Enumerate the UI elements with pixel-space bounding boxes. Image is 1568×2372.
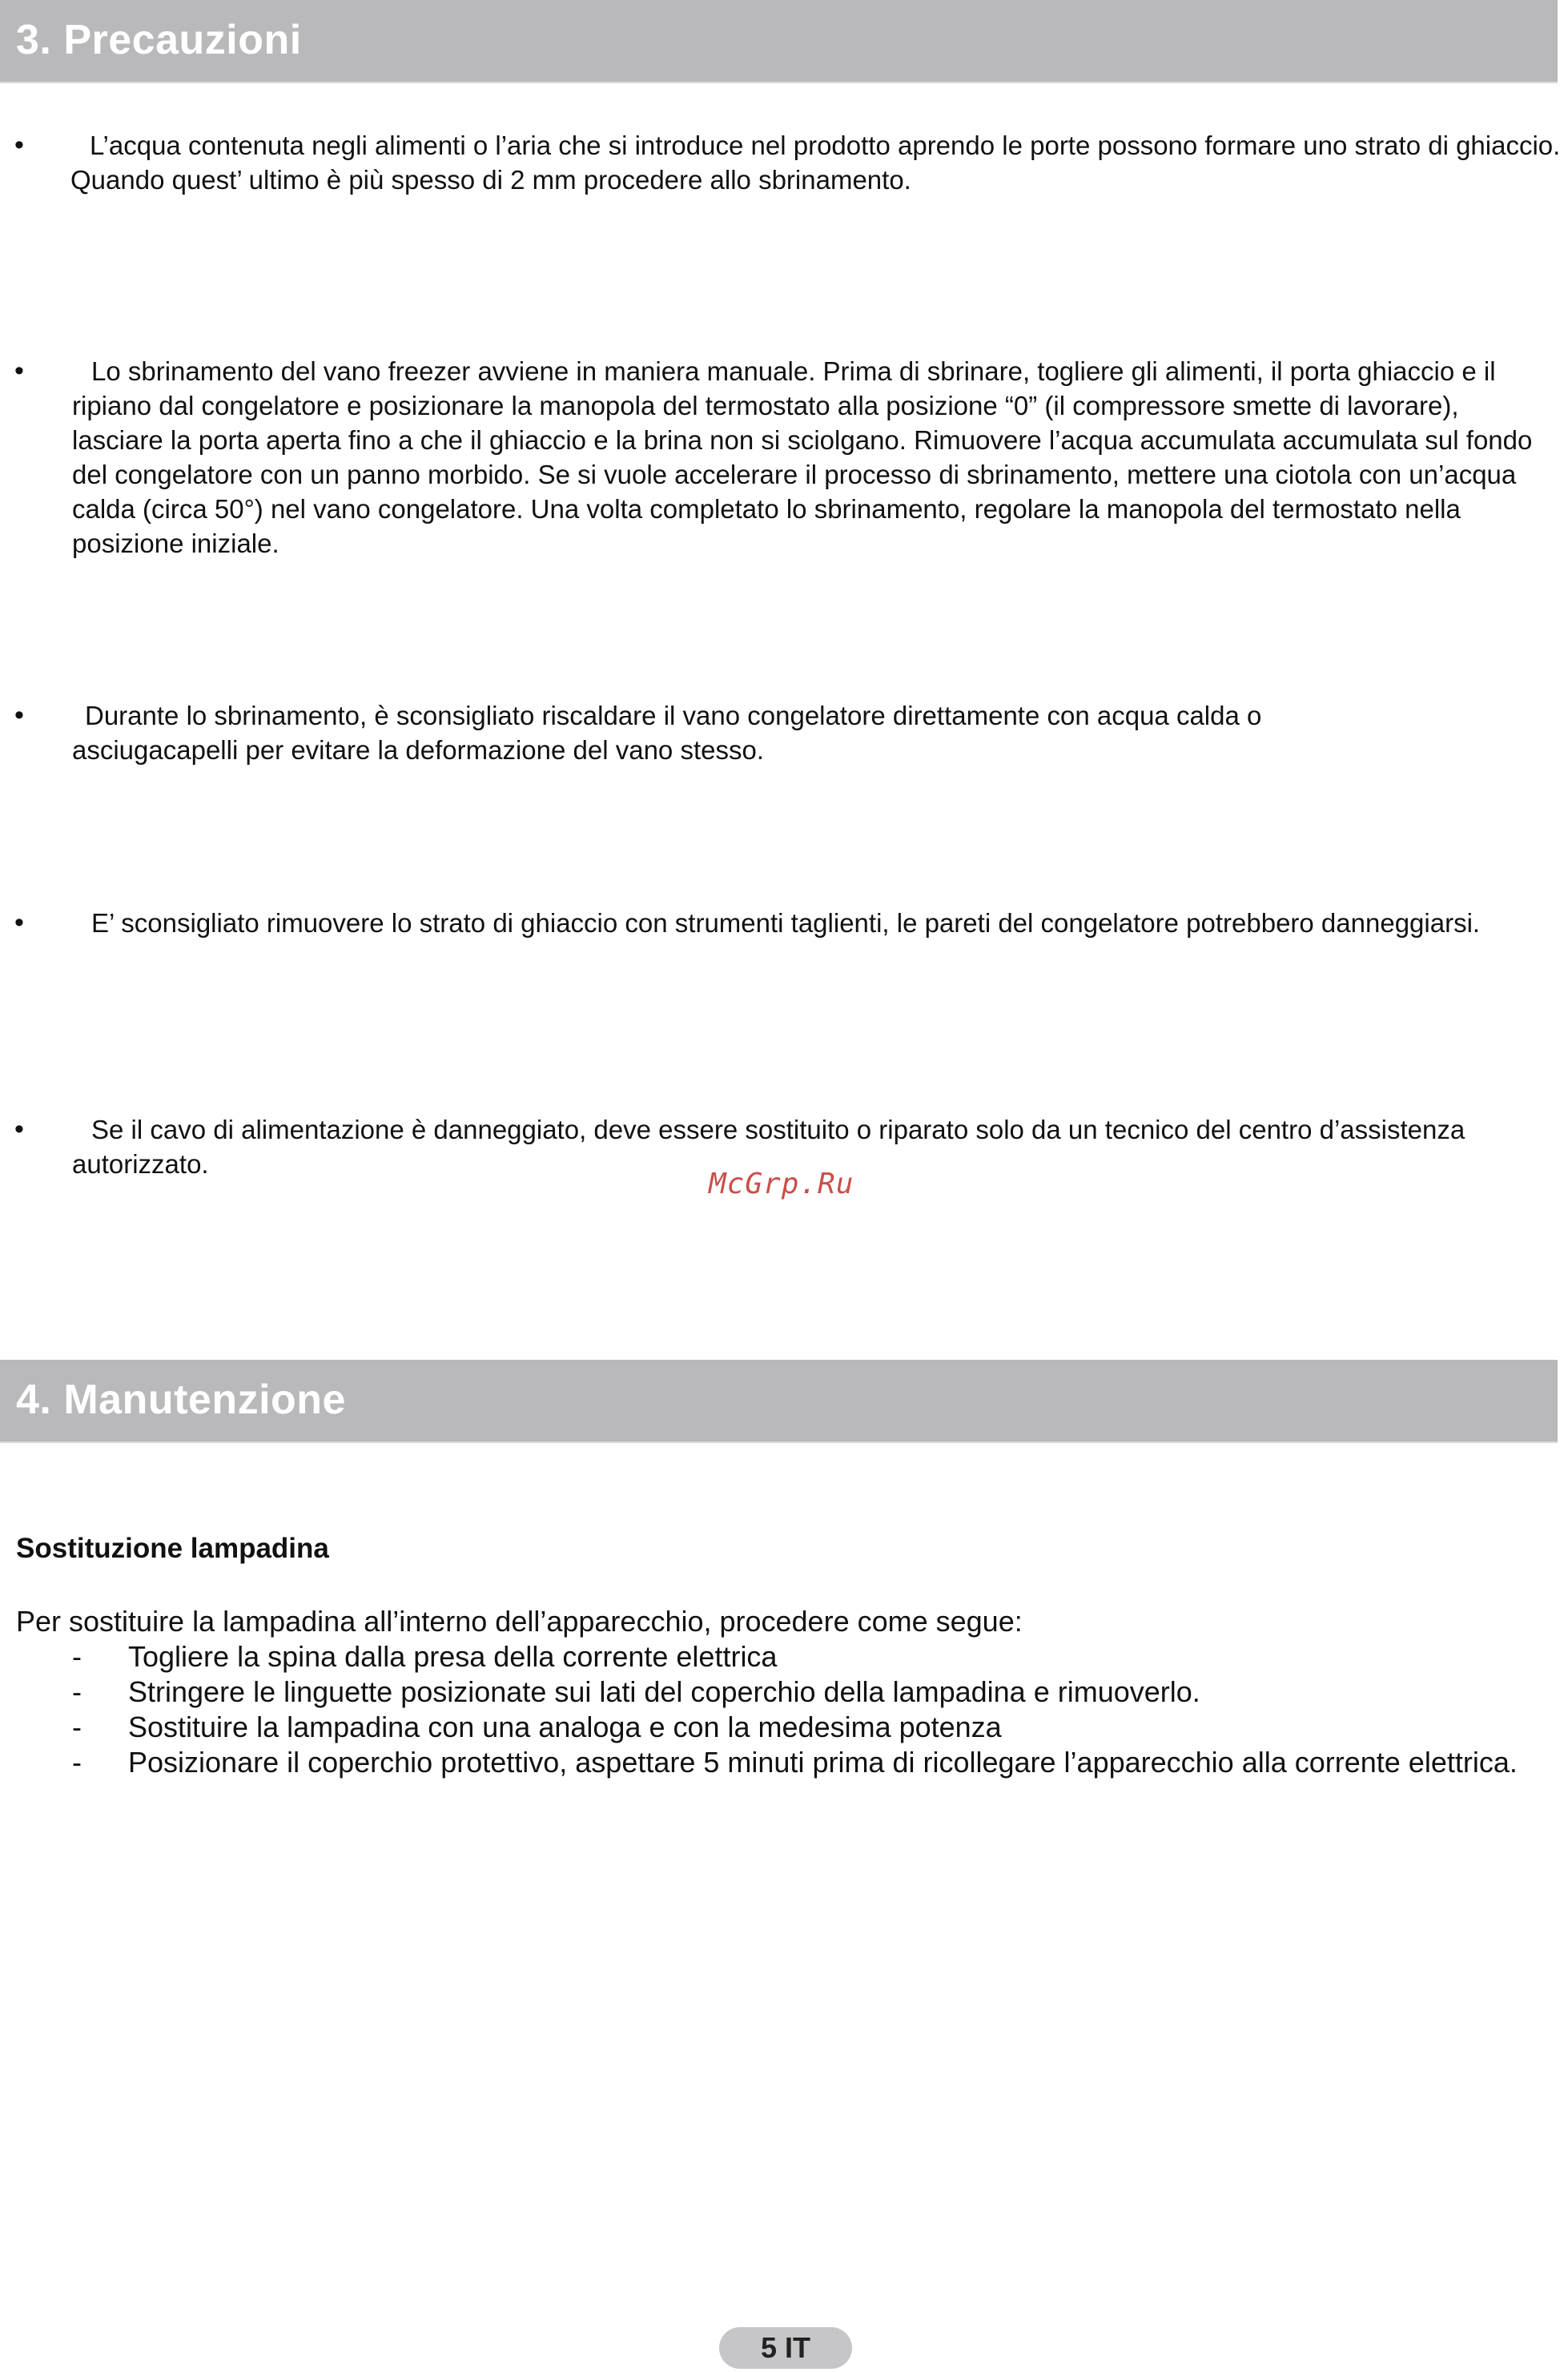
list-item <box>72 1674 1568 1710</box>
bullet-icon: • <box>14 1114 24 1144</box>
list-item-text: Lo sbrinamento del vano freezer avviene in maniera manuale. Prima di sbrinare, togliere gli alimenti, il porta ghiaccio e il ripiano dal congelatore e posizionare la manopola del termostato alla posizione “0” (il compressore smette di lavorare), lasciare la porta aperta fino a che il ghiaccio e la brina non si sciolgano. Rimuovere l’acqua accumulata accumulata sul fondo del congelatore con un panno morbido. Se si vuole accelerare il processo di sbrinamento, mettere una ciotola con un’acqua calda (circa 50°) nel vano congelatore. Una volta completato lo sbrinamento, regolare la manopola del termostato nella posizione iniziale. <box>72 356 1533 558</box>
section-header-manutenzione <box>0 1360 1558 1443</box>
dash-icon: - <box>72 1711 82 1743</box>
bullet-icon: • <box>14 700 24 730</box>
step-text: Posizionare il coperchio protettivo, aspettare 5 minuti prima di ricollegare l’apparecchio alla corrente elettrica. <box>128 1746 1518 1779</box>
subsection-title: Sostituzione lampadina <box>16 1533 329 1564</box>
dash-icon: - <box>72 1675 82 1708</box>
section-title: 3. Precauzioni <box>16 17 302 63</box>
dash-icon: - <box>72 1746 82 1779</box>
section-header-precauzioni <box>0 0 1558 83</box>
step-text: Sostituire la lampadina con una analoga e con la medesima potenza <box>128 1711 1002 1743</box>
step-text: Stringere le linguette posizionate sui lati del coperchio della lampadina e rimuoverlo. <box>128 1675 1200 1708</box>
page-number: 5 IT <box>719 2327 852 2369</box>
dash-icon: - <box>72 1640 82 1673</box>
watermark: McGrp.Ru <box>709 1168 854 1200</box>
intro-paragraph: Per sostituire la lampadina all’interno dell’apparecchio, procedere come segue: <box>16 1605 1023 1638</box>
list-item-text: L’acqua contenuta negli alimenti o l’aria che si introduce nel prodotto aprendo le porte possono formare uno strato di ghiaccio. Quando quest’ ultimo è più spesso di 2 mm procedere allo sbrinamento. <box>70 131 1561 195</box>
section-title: 4. Manutenzione <box>16 1377 346 1423</box>
list-item <box>72 1710 1568 1745</box>
bullet-icon: • <box>14 130 24 160</box>
list-item-text: E’ sconsigliato rimuovere lo strato di ghiaccio con strumenti taglienti, le pareti del congelatore potrebbero danneggiarsi. <box>91 908 1481 938</box>
list-item <box>72 1745 1568 1780</box>
bullet-icon: • <box>14 907 24 938</box>
list-item-text: Se il cavo di alimentazione è danneggiato, deve essere sostituito o riparato solo da un tecnico del centro d’assistenza autorizzato. <box>72 1115 1465 1179</box>
bullet-icon: • <box>14 356 24 386</box>
list-item-text: Durante lo sbrinamento, è sconsigliato riscaldare il vano congelatore direttamente con acqua calda o asciugacapelli per evitare la deformazione del vano stesso. <box>72 701 1262 765</box>
list-item <box>72 1639 1568 1674</box>
steps-list <box>72 1639 1568 1780</box>
step-text: Togliere la spina dalla presa della corrente elettrica <box>128 1640 778 1673</box>
